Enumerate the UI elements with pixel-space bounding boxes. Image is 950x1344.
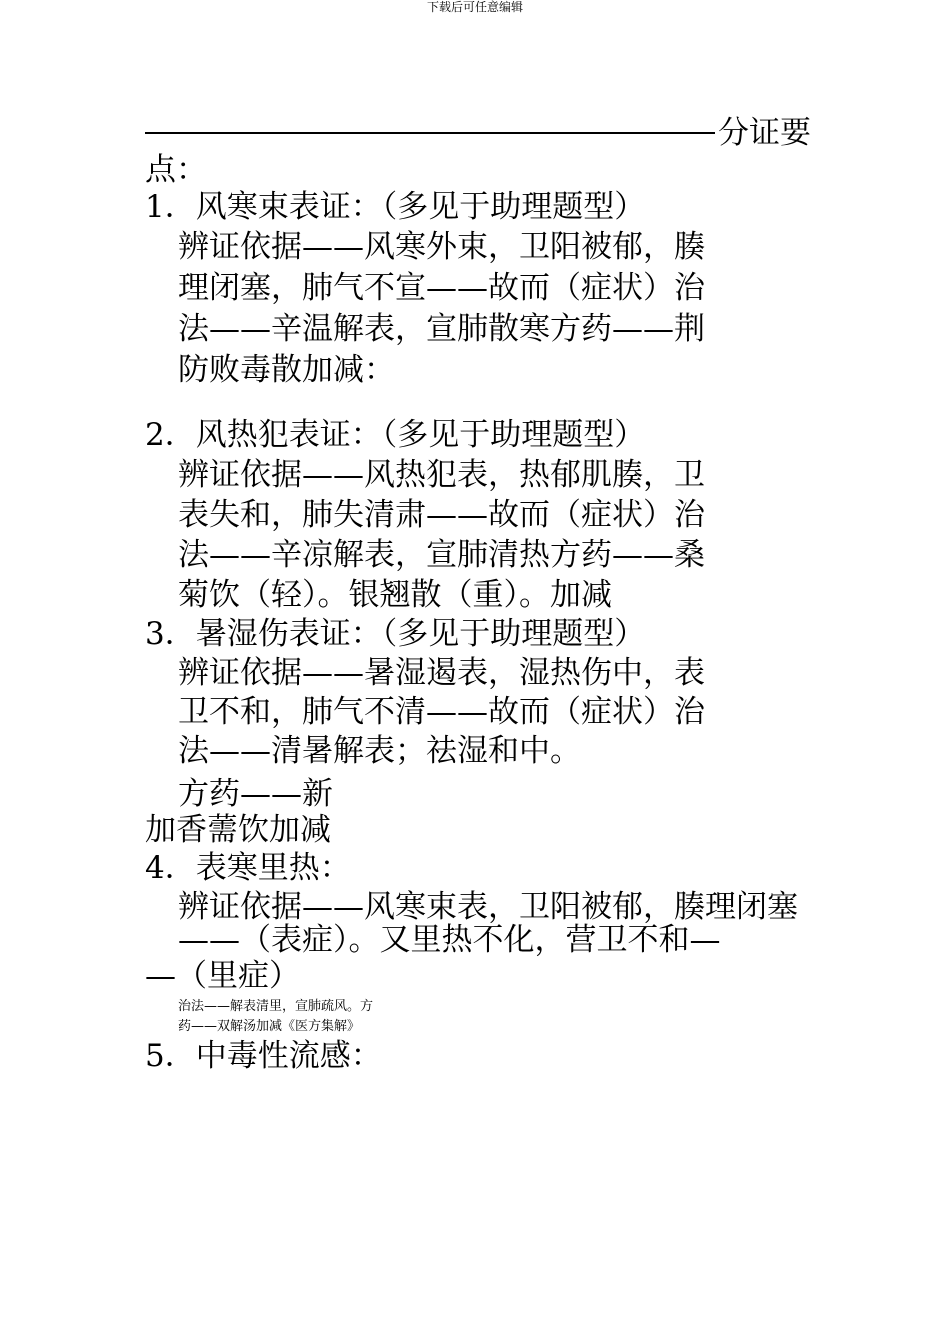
section-5-title: 5．中毒性流感： [145, 1038, 382, 1074]
section-4-line-3: —（里症） [145, 958, 300, 994]
section-3-line-3: 法——清暑解表；祛湿和中。 [178, 733, 581, 769]
section-3-title: 3．暑湿伤表证：（多见于助理题型） [145, 616, 646, 652]
intro-heading-tail: 分证要 [718, 115, 811, 151]
section-2-line-2: 表失和，肺失清肃——故而（症状）治 [178, 497, 705, 533]
section-2-title: 2．风热犯表证：（多见于助理题型） [145, 417, 646, 453]
section-2-line-3: 法——辛凉解表，宣肺清热方药——桑 [178, 537, 705, 573]
section-2-line-4: 菊饮（轻）。银翘散（重）。加减 [178, 577, 612, 613]
section-3-line-2: 卫不和，肺气不清——故而（症状）治 [178, 694, 705, 730]
page-header: 下载后可任意编辑 [426, 0, 523, 14]
section-1-line-1: 辨证依据——风寒外束，卫阳被郁，腠 [178, 229, 705, 265]
section-2-line-1: 辨证依据——风热犯表，热郁肌腠，卫 [178, 457, 705, 493]
intro-heading-cont: 点： [145, 152, 207, 188]
section-4-small-1: 治法——解表清里，宣肺疏风。方 [178, 999, 374, 1014]
section-4-title: 4．表寒里热： [145, 850, 351, 886]
long-dash-rule [145, 132, 715, 134]
section-3-line-4: 方药——新 [178, 776, 333, 812]
section-4-line-1: 辨证依据——风寒束表，卫阳被郁，腠理闭塞 [178, 889, 798, 925]
section-3-line-5: 加香薷饮加减 [145, 812, 331, 848]
section-1-title: 1．风寒束表证：（多见于助理题型） [145, 189, 646, 225]
section-3-line-1: 辨证依据——暑湿遏表，湿热伤中，表 [178, 655, 705, 691]
section-4-line-2: ——（表症）。又里热不化，营卫不和— [178, 922, 721, 958]
section-4-small-2: 药——双解汤加减《医方集解》 [178, 1019, 361, 1034]
section-1-line-2: 理闭塞，肺气不宣——故而（症状）治 [178, 270, 705, 306]
section-1-line-4: 防败毒散加减： [178, 352, 395, 388]
section-1-line-3: 法——辛温解表，宣肺散寒方药——荆 [178, 311, 705, 347]
